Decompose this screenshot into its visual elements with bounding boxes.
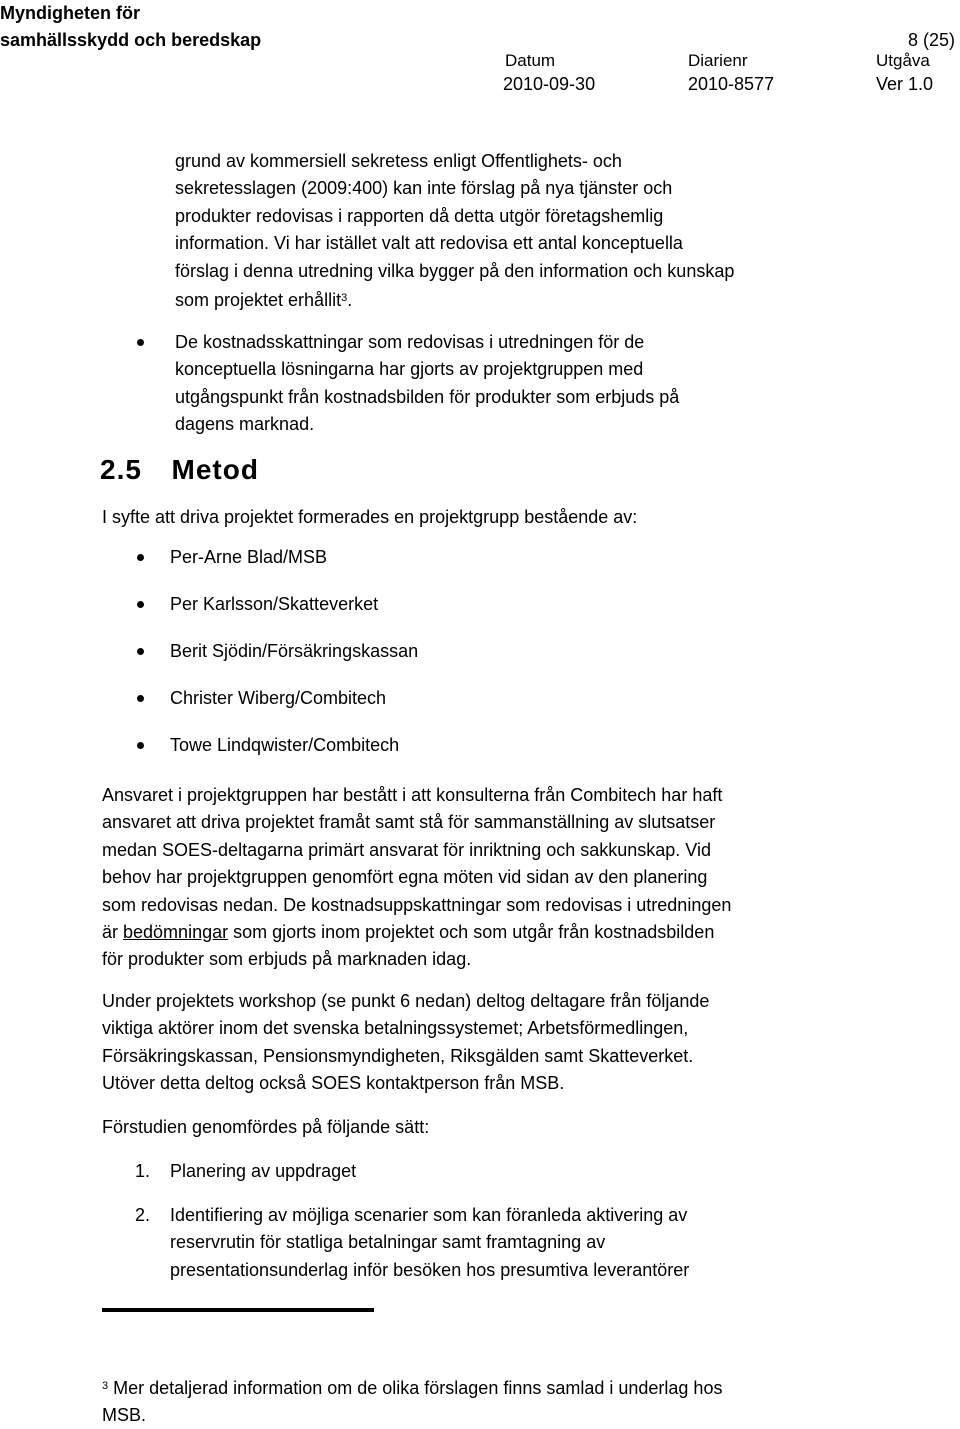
paragraph-line: för produkter som erbjuds på marknaden idag.: [102, 949, 472, 970]
agency-name: [0, 0, 261, 54]
footnote-separator: [102, 1308, 374, 1312]
step-number: 1.: [135, 1161, 151, 1181]
member-name: Berit Sjödin/Försäkringskassan: [170, 641, 419, 661]
cost-bullet-line: De kostnadsskattningar som redovisas i utredningen för de: [175, 332, 645, 352]
method-intro: I syfte att driva projektet formerades en projektgrupp bestående av:: [102, 507, 638, 527]
paragraph-line: Försäkringskassan, Pensionsmyndigheten, Riksgälden samt Skatteverket.: [102, 1045, 694, 1066]
cost-bullet-line: konceptuella lösningarna har gjorts av projektgruppen med: [175, 359, 644, 380]
footnote-text: Mer detaljerad information om de olika förslagen finns samlad i underlag hos: [108, 1378, 723, 1398]
intro-line: sekretesslagen (2009:400) kan inte förslag på nya tjänster och: [175, 178, 673, 199]
intro-line: grund av kommersiell sekretess enligt Offentlighets- och: [175, 151, 622, 171]
study-intro: Förstudien genomfördes på följande sätt:: [102, 1117, 430, 1137]
cost-bullet-line: dagens marknad.: [175, 414, 315, 435]
footnote-number: 3: [102, 1380, 109, 1392]
diarienr-value: 2010-8577: [688, 74, 775, 94]
section-heading: [100, 452, 259, 488]
underlined-word: bedömningar: [123, 922, 229, 943]
footnote-line: [102, 1373, 802, 1402]
paragraph-line: medan SOES-deltagarna primärt ansvarat för inriktning och sakkunskap. Vid: [102, 839, 711, 860]
responsibility-paragraph: [102, 782, 822, 974]
step-text: [170, 1202, 770, 1284]
bullet-dot-icon: [137, 648, 144, 655]
section-title: Metod: [171, 454, 259, 485]
agency-name-line1: Myndigheten för: [0, 3, 140, 23]
section-number: 2.5: [100, 454, 142, 485]
member-name: Christer Wiberg/Combitech: [170, 688, 387, 708]
date-label: Datum: [505, 51, 556, 70]
footnote-reference[interactable]: 3: [341, 292, 348, 305]
utgava-label: Utgåva: [876, 51, 930, 70]
agency-name-line2: samhällsskydd och beredskap: [0, 30, 262, 50]
footnote: [102, 1373, 802, 1429]
member-name: Per Karlsson/Skatteverket: [170, 594, 379, 614]
cost-bullet-line: utgångspunkt från kostnadsbilden för produkter som erbjuds på: [175, 386, 680, 407]
intro-line: förslag i denna utredning vilka bygger på den information och kunskap: [175, 260, 735, 281]
bullet-dot-icon: [137, 695, 144, 702]
intro-line: information. Vi har istället valt att redovisa ett antal konceptuella: [175, 233, 683, 254]
step-line: Identifiering av möjliga scenarier som kan föranleda aktivering av: [170, 1205, 688, 1225]
bullet-dot-icon: [137, 339, 144, 346]
utgava-value: Ver 1.0: [876, 74, 934, 94]
paragraph-line: som redovisas nedan. De kostnadsuppskattningar som redovisas i utredningen: [102, 894, 732, 915]
intro-last-text: som projektet erhållit: [175, 290, 342, 311]
bullet-dot-icon: [137, 742, 144, 749]
intro-paragraph: [175, 148, 815, 314]
line-text: är: [102, 922, 124, 943]
step-line: Planering av uppdraget: [170, 1161, 357, 1181]
intro-last-punct: .: [347, 290, 353, 311]
step-text: [170, 1158, 770, 1185]
step-line: presentationsunderlag inför besöken hos presumtiva leverantörer: [170, 1259, 690, 1280]
paragraph-line: ansvaret att driva projektet framåt samt stå för sammanställning av slutsatser: [102, 812, 716, 833]
bullet-dot-icon: [137, 554, 144, 561]
line-text: som gjorts inom projektet och som utgår från kostnadsbilden: [228, 922, 715, 943]
member-name: Per-Arne Blad/MSB: [170, 547, 328, 567]
paragraph-line: behov har projektgruppen genomfört egna möten vid sidan av den planering: [102, 867, 708, 888]
paragraph-line: Under projektets workshop (se punkt 6 nedan) deltog deltagare från följande: [102, 991, 710, 1011]
bullet-dot-icon: [137, 601, 144, 608]
date-value: 2010-09-30: [503, 74, 596, 94]
diarienr-label: Diarienr: [688, 51, 748, 70]
step-line: reservrutin för statliga betalningar samt framtagning av: [170, 1232, 606, 1253]
intro-line: [175, 285, 815, 314]
step-number: 2.: [135, 1205, 151, 1225]
paragraph-line: Utöver detta deltog också SOES kontaktperson från MSB.: [102, 1073, 565, 1094]
page-number: 8 (25): [908, 30, 956, 50]
intro-line: produkter redovisas i rapporten då detta utgör företagshemlig: [175, 205, 664, 226]
paragraph-line: [102, 919, 822, 946]
paragraph-line: Ansvaret i projektgruppen har bestått i att konsulterna från Combitech har haft: [102, 785, 723, 805]
footnote-line: MSB.: [102, 1405, 147, 1425]
paragraph-line: viktiga aktörer inom det svenska betalningssystemet; Arbetsförmedlingen,: [102, 1018, 689, 1039]
workshop-paragraph: [102, 988, 822, 1098]
member-name: Towe Lindqwister/Combitech: [170, 735, 400, 755]
